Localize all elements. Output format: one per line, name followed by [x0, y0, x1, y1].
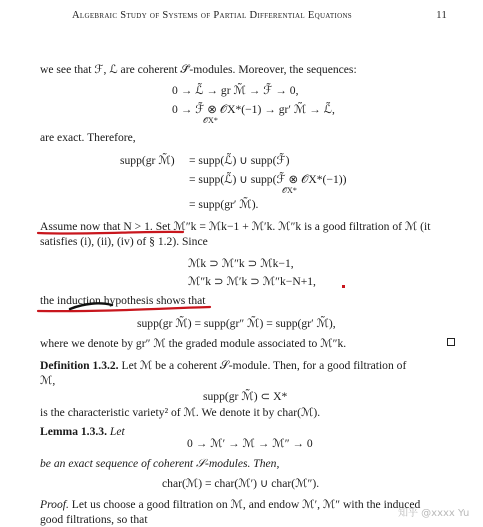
- proof-line-2: good filtrations, so that: [40, 513, 148, 526]
- running-header: [72, 10, 447, 21]
- tensor-subscript-1: 𝒪X*: [203, 116, 218, 125]
- exact-sequence-1: 0 → ℒ̃ → gr ℳ̃ → ℱ̃ → 0,: [172, 84, 299, 97]
- definition-line-3: is the characteristic variety² of ℳ. We denote it by char(ℳ).: [40, 406, 321, 419]
- paragraph-2: are exact. Therefore,: [40, 131, 136, 144]
- supp-row-1: = supp(ℒ̃) ∪ supp(ℱ̃): [189, 154, 290, 167]
- proof-label: Proof.: [40, 498, 69, 511]
- definition-1-3-2-line-1: [40, 358, 461, 373]
- supp-equality: supp(gr ℳ̃) = supp(gr″ ℳ̃) = supp(gr′ ℳ̃),: [137, 317, 336, 330]
- page-number: 11: [436, 10, 447, 21]
- supp-lhs: supp(gr ℳ̃): [120, 154, 175, 167]
- lemma-text: Let: [109, 425, 125, 438]
- paragraph-5: where we denote by gr″ ℳ the graded module associated to ℳ″k.: [40, 337, 347, 350]
- inclusion-chain-1: ℳk ⊃ ℳ″k ⊃ ℳk−1,: [188, 257, 294, 270]
- red-dot-mark: [342, 285, 345, 288]
- definition-line-2: ℳ,: [40, 374, 56, 387]
- exact-sequence-2: 0 → ℱ̃ ⊗ 𝒪X*(−1) → gr′ ℳ̃ → ℒ̃,: [172, 103, 335, 116]
- paragraph-4: the induction hypothesis shows that: [40, 294, 206, 307]
- proof-text: Let us choose a good filtration on ℳ, and endow ℳ′, ℳ″ with the induced: [71, 498, 421, 511]
- supp-row-2: = supp(ℒ̃) ∪ supp(ℱ̃ ⊗ 𝒪X*(−1)): [189, 173, 347, 186]
- paragraph-3-line-1: Assume now that N > 1. Set ℳ″k = ℳk−1 + ℳ′k. ℳ″k is a good filtration of ℳ (it: [40, 220, 431, 233]
- header-title: Algebraic Study of Systems of Partial Differential Equations: [72, 10, 353, 21]
- definition-text: Let ℳ be a coherent 𝒮-module. Then, for a good filtration of: [121, 359, 407, 372]
- tensor-subscript-2: 𝒪X*: [282, 186, 297, 195]
- paragraph-1: we see that ℱ, ℒ are coherent 𝒮̃-modules. Moreover, the sequences:: [40, 63, 357, 76]
- inclusion-chain-2: ℳ″k ⊃ ℳ′k ⊃ ℳ″k−N+1,: [188, 275, 316, 288]
- lemma-label: Lemma 1.3.3.: [40, 425, 107, 438]
- supp-row-3: = supp(gr′ ℳ̃).: [189, 198, 259, 211]
- char-variety-inclusion: supp(gr ℳ̃) ⊂ X*: [203, 390, 288, 403]
- watermark: 知乎 @xxxx Yu: [398, 508, 470, 519]
- lemma-exact-sequence: 0 → ℳ′ → ℳ → ℳ″ → 0: [187, 437, 313, 450]
- paragraph-3-line-2: satisfies (i), (ii), (iv) of § 1.2). Since: [40, 235, 208, 248]
- definition-label: Definition 1.3.2.: [40, 359, 119, 372]
- lemma-line-2: be an exact sequence of coherent 𝒮-modules. Then,: [40, 457, 280, 470]
- char-union: char(ℳ) = char(ℳ′) ∪ char(ℳ″).: [162, 477, 320, 490]
- qed-box-icon: [447, 338, 455, 346]
